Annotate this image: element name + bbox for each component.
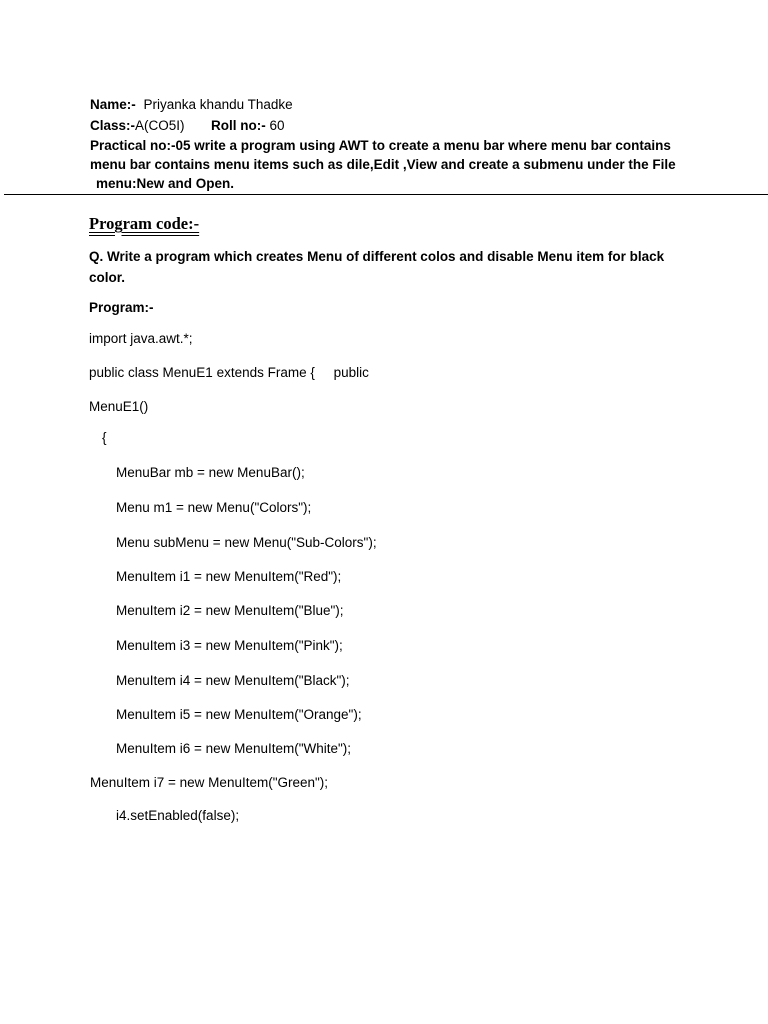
program-label: Program:- [89, 300, 154, 315]
code-line: import java.awt.*; [89, 331, 193, 346]
name-line [90, 97, 293, 112]
code-line: Menu m1 = new Menu("Colors"); [116, 500, 312, 515]
code-line: MenuItem i6 = new MenuItem("White"); [116, 741, 352, 756]
code-line: MenuE1() [89, 399, 149, 414]
practical-line-2: menu bar contains menu items such as dile,Edit ,View and create a submenu under the File [90, 157, 676, 172]
code-line: MenuItem i7 = new MenuItem("Green"); [90, 775, 329, 790]
code-line: MenuItem i1 = new MenuItem("Red"); [116, 569, 342, 584]
code-line: Menu subMenu = new Menu("Sub-Colors"); [116, 535, 377, 550]
practical-line-3: menu:New and Open. [96, 176, 235, 191]
practical-line-1: Practical no:-05 write a program using AWT to create a menu bar where menu bar contains [90, 138, 671, 153]
code-line: { [102, 430, 107, 445]
code-line: public class MenuE1 extends Frame { public [89, 365, 369, 380]
class-line [90, 118, 185, 133]
program-code-heading: Program code:- [89, 214, 200, 233]
question-line-1: Q. Write a program which creates Menu of different colos and disable Menu item for black [89, 249, 665, 264]
code-line: MenuBar mb = new MenuBar(); [116, 465, 305, 480]
code-line: MenuItem i4 = new MenuItem("Black"); [116, 673, 350, 688]
code-line: i4.setEnabled(false); [116, 808, 240, 823]
name-label: Name:- [90, 97, 136, 112]
name-value: Priyanka khandu Thadke [143, 97, 293, 112]
horizontal-divider [4, 194, 768, 195]
roll-label: Roll no:- [211, 118, 266, 133]
code-line: MenuItem i3 = new MenuItem("Pink"); [116, 638, 343, 653]
class-value: A(CO5I) [135, 118, 185, 133]
roll-line [211, 118, 285, 133]
question-line-2: color. [89, 270, 126, 285]
code-line: MenuItem i5 = new MenuItem("Orange"); [116, 707, 362, 722]
roll-value: 60 [269, 118, 285, 133]
code-line: MenuItem i2 = new MenuItem("Blue"); [116, 603, 344, 618]
class-label: Class:- [90, 118, 136, 133]
